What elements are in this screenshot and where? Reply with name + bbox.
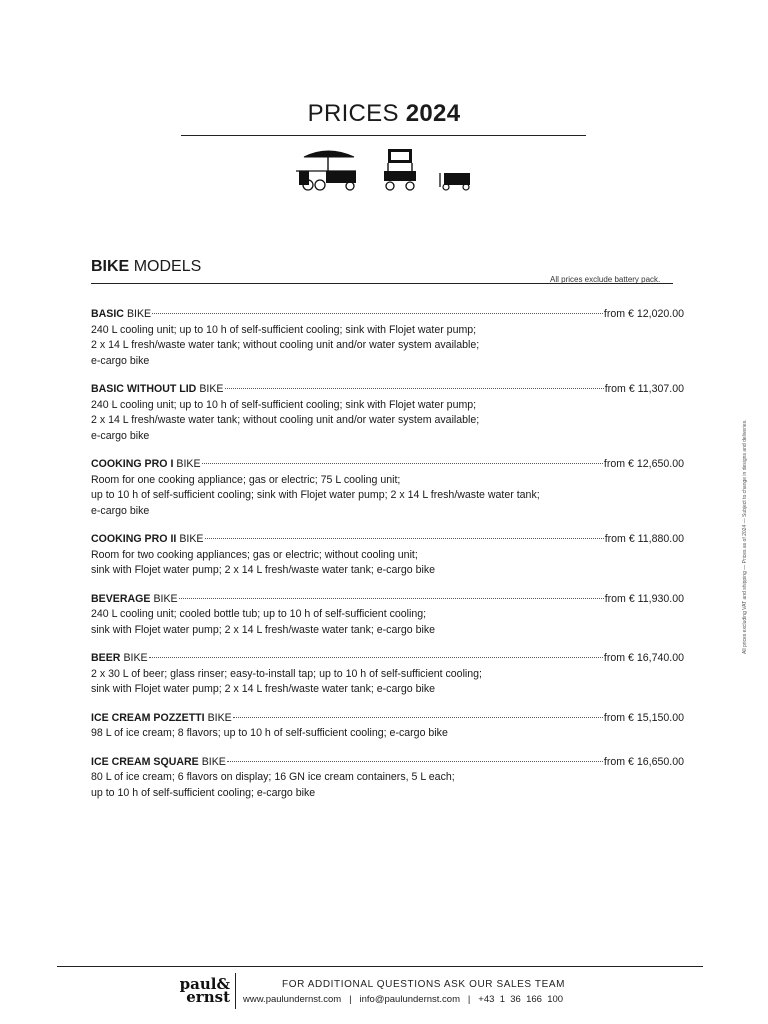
trailer-bike-icon bbox=[440, 173, 470, 190]
legal-side-note: All prices excluding VAT and shipping — Prices as of 2024 — Subject to change in designs and deliveries. bbox=[742, 419, 748, 654]
description-line: 240 L cooling unit; up to 10 h of self-sufficient cooling; sink with Flojet water pump; bbox=[91, 323, 477, 336]
description-line: Room for one cooking appliance; gas or electric; 75 L cooling unit; bbox=[91, 473, 401, 486]
title-divider bbox=[181, 135, 586, 136]
product-name: COOKING PRO I bbox=[91, 458, 174, 470]
dot-leader bbox=[233, 717, 603, 718]
logo-line-2: ernst bbox=[186, 988, 230, 1006]
description-line: up to 10 h of self-sufficient cooling; sink with Flojet water pump; 2 x 14 L fresh/waste water tank; bbox=[91, 489, 540, 501]
product-description bbox=[91, 667, 684, 698]
product-description bbox=[91, 726, 684, 742]
product-header bbox=[91, 711, 684, 727]
description-line: e-cargo bike bbox=[91, 504, 150, 517]
product-entry bbox=[91, 711, 684, 742]
product-entry bbox=[91, 382, 684, 444]
product-type: BIKE bbox=[201, 755, 226, 768]
description-line: up to 10 h of self-sufficient cooling; e-cargo bike bbox=[91, 786, 316, 799]
product-name: COOKING PRO II bbox=[91, 533, 177, 545]
description-line: Room for two cooking appliances; gas or electric; without cooling unit; bbox=[91, 548, 418, 561]
dot-leader bbox=[149, 657, 603, 658]
description-line: sink with Flojet water pump; 2 x 14 L fresh/waste water tank; e-cargo bike bbox=[91, 623, 436, 636]
product-description bbox=[91, 607, 684, 638]
contact-details: www.paulundernst.com | info@paulundernst.com | +43 1 36 166 100 bbox=[243, 994, 564, 1005]
title-year: 2024 bbox=[405, 100, 461, 127]
section-title bbox=[91, 258, 201, 276]
product-description bbox=[91, 473, 684, 520]
description-line: 98 L of ice cream; 8 flavors; up to 10 h of self-sufficient cooling; e-cargo bike bbox=[91, 727, 448, 739]
product-price: from € 16,740.00 bbox=[603, 652, 684, 664]
description-line: 2 x 14 L fresh/waste water tank; without cooling unit and/or water system available; bbox=[91, 339, 480, 351]
section-title-bold: BIKE bbox=[91, 258, 130, 275]
product-header bbox=[91, 457, 684, 473]
product-name: BEER bbox=[91, 652, 121, 664]
footer-divider bbox=[57, 966, 703, 967]
dot-leader bbox=[227, 761, 603, 762]
product-type: BIKE bbox=[123, 652, 148, 664]
dot-leader bbox=[179, 598, 604, 599]
product-entry bbox=[91, 592, 684, 639]
product-price: from € 16,650.00 bbox=[603, 755, 684, 768]
product-entry bbox=[91, 755, 684, 802]
umbrella-bike-icon bbox=[296, 151, 356, 190]
logo-separator bbox=[235, 973, 236, 1009]
product-header bbox=[91, 532, 684, 548]
description-line: 240 L cooling unit; up to 10 h of self-sufficient cooling; sink with Flojet water pump; bbox=[91, 398, 477, 411]
description-line: 240 L cooling unit; cooled bottle tub; up to 10 h of self-sufficient cooling; bbox=[91, 608, 427, 620]
kiosk-bike-icon bbox=[384, 149, 416, 190]
description-line: 2 x 30 L of beer; glass rinser; easy-to-install tap; up to 10 h of self-sufficient cooling; bbox=[91, 667, 483, 680]
product-header bbox=[91, 382, 684, 398]
product-entry bbox=[91, 651, 684, 698]
description-line: e-cargo bike bbox=[91, 354, 150, 367]
product-type: BIKE bbox=[179, 533, 204, 545]
dot-leader bbox=[225, 388, 604, 389]
dot-leader bbox=[202, 463, 603, 464]
section-title-light: MODELS bbox=[133, 258, 202, 275]
product-header bbox=[91, 307, 684, 323]
product-price: from € 12,020.00 bbox=[603, 308, 684, 320]
page-title bbox=[0, 100, 768, 128]
description-line: sink with Flojet water pump; 2 x 14 L fresh/waste water tank; e-cargo bike bbox=[91, 683, 436, 695]
product-type: BIKE bbox=[126, 308, 152, 320]
product-price: from € 15,150.00 bbox=[603, 711, 684, 724]
product-price: from € 12,650.00 bbox=[603, 458, 684, 470]
product-header bbox=[91, 651, 684, 667]
product-name: BASIC bbox=[91, 308, 124, 320]
product-name: ICE CREAM SQUARE bbox=[91, 755, 199, 768]
product-header bbox=[91, 592, 684, 608]
description-line: 2 x 14 L fresh/waste water tank; without cooling unit and/or water system available; bbox=[91, 414, 480, 426]
product-description bbox=[91, 548, 684, 579]
title-light: PRICES bbox=[307, 100, 399, 127]
product-entry bbox=[91, 307, 684, 369]
product-price: from € 11,880.00 bbox=[604, 533, 684, 545]
bike-illustrations bbox=[296, 145, 476, 195]
product-description bbox=[91, 398, 684, 445]
product-description bbox=[91, 770, 684, 801]
sales-team-note: FOR ADDITIONAL QUESTIONS ASK OUR SALES TEAM bbox=[282, 979, 566, 990]
description-line: e-cargo bike bbox=[91, 429, 150, 442]
product-entry bbox=[91, 457, 684, 519]
product-price: from € 11,930.00 bbox=[604, 592, 684, 605]
product-price: from € 11,307.00 bbox=[604, 383, 684, 395]
product-type: BIKE bbox=[153, 592, 178, 605]
battery-note: All prices exclude battery pack. bbox=[550, 275, 661, 284]
product-name: ICE CREAM POZZETTI bbox=[91, 711, 205, 724]
product-name: BASIC WITHOUT LID bbox=[91, 383, 197, 395]
product-name: BEVERAGE bbox=[91, 592, 151, 605]
product-type: BIKE bbox=[199, 383, 224, 395]
dot-leader bbox=[152, 313, 603, 314]
product-type: BIKE bbox=[207, 711, 232, 724]
product-entry bbox=[91, 532, 684, 579]
product-header bbox=[91, 755, 684, 771]
description-line: 80 L of ice cream; 6 flavors on display; 16 GN ice cream containers, 5 L each; bbox=[91, 771, 455, 783]
logo-line-1: paul& bbox=[179, 975, 230, 993]
dot-leader bbox=[205, 538, 604, 539]
description-line: sink with Flojet water pump; 2 x 14 L fresh/waste water tank; e-cargo bike bbox=[91, 564, 436, 576]
product-description bbox=[91, 323, 684, 370]
company-logo bbox=[168, 975, 230, 1006]
price-list bbox=[91, 307, 684, 801]
product-type: BIKE bbox=[176, 458, 201, 470]
